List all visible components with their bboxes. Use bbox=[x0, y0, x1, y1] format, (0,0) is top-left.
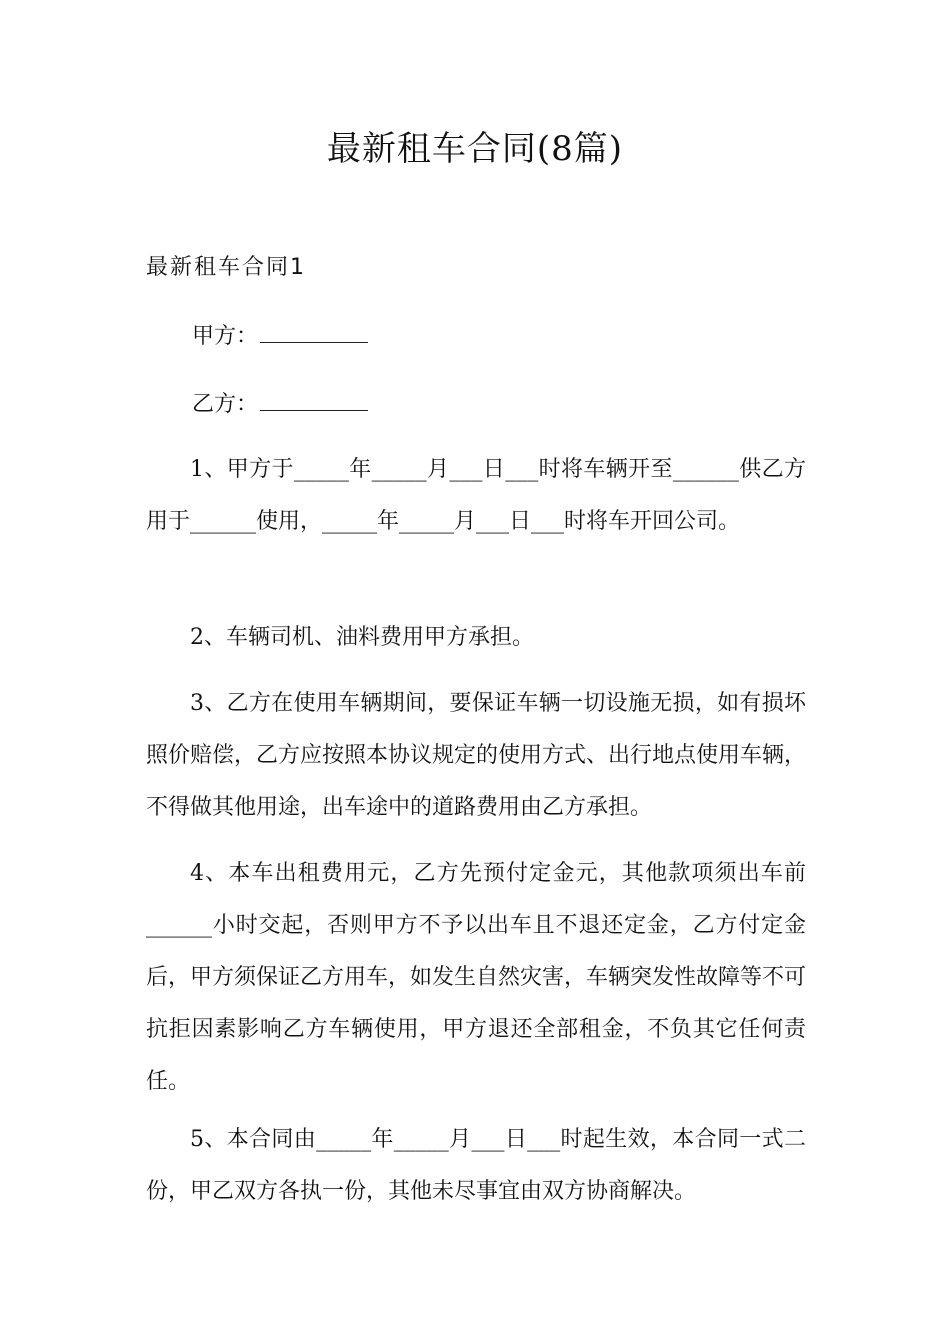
clause-3: 3、乙方在使用车辆期间，要保证车辆一切设施无损，如有损坏照价赔偿，乙方应按照本协议规定的使用方式、出行地点使用车辆，不得做其他用途，出车途中的道路费用由乙方承担。 bbox=[146, 691, 807, 820]
party-a-label: 甲方： bbox=[192, 324, 259, 349]
party-a-blank bbox=[260, 322, 368, 343]
party-a-line bbox=[192, 319, 368, 355]
party-b-line bbox=[192, 387, 368, 423]
clause-5: 5、本合同由_____年_____月___日___时起生效，本合同一式二份，甲乙双方各执一份，其他未尽事宜由双方协商解决。 bbox=[146, 1127, 806, 1204]
section-heading: 最新租车合同1 bbox=[146, 255, 306, 280]
clause-1: 1、甲方于_____年_____月___日___时将车辆开至______供乙方用于______使用，_____年_____月___日___时将车开回公司。 bbox=[146, 457, 806, 534]
party-b-label: 乙方： bbox=[192, 392, 259, 417]
party-b-blank bbox=[260, 390, 368, 411]
document-title: 最新租车合同(8篇) bbox=[326, 129, 624, 169]
clause-4: 4、本车出租费用元，乙方先预付定金元，其他款项须出车前______小时交起，否则甲方不予以出车且不退还定金，乙方付定金后，甲方须保证乙方用车，如发生自然灾害，车辆突发性故障等不可抗拒因素影响乙方车辆使用，甲方退还全部租金，不负其它任何责任。 bbox=[146, 861, 807, 1094]
clause-2: 2、车辆司机、油料费用甲方承担。 bbox=[190, 625, 534, 650]
